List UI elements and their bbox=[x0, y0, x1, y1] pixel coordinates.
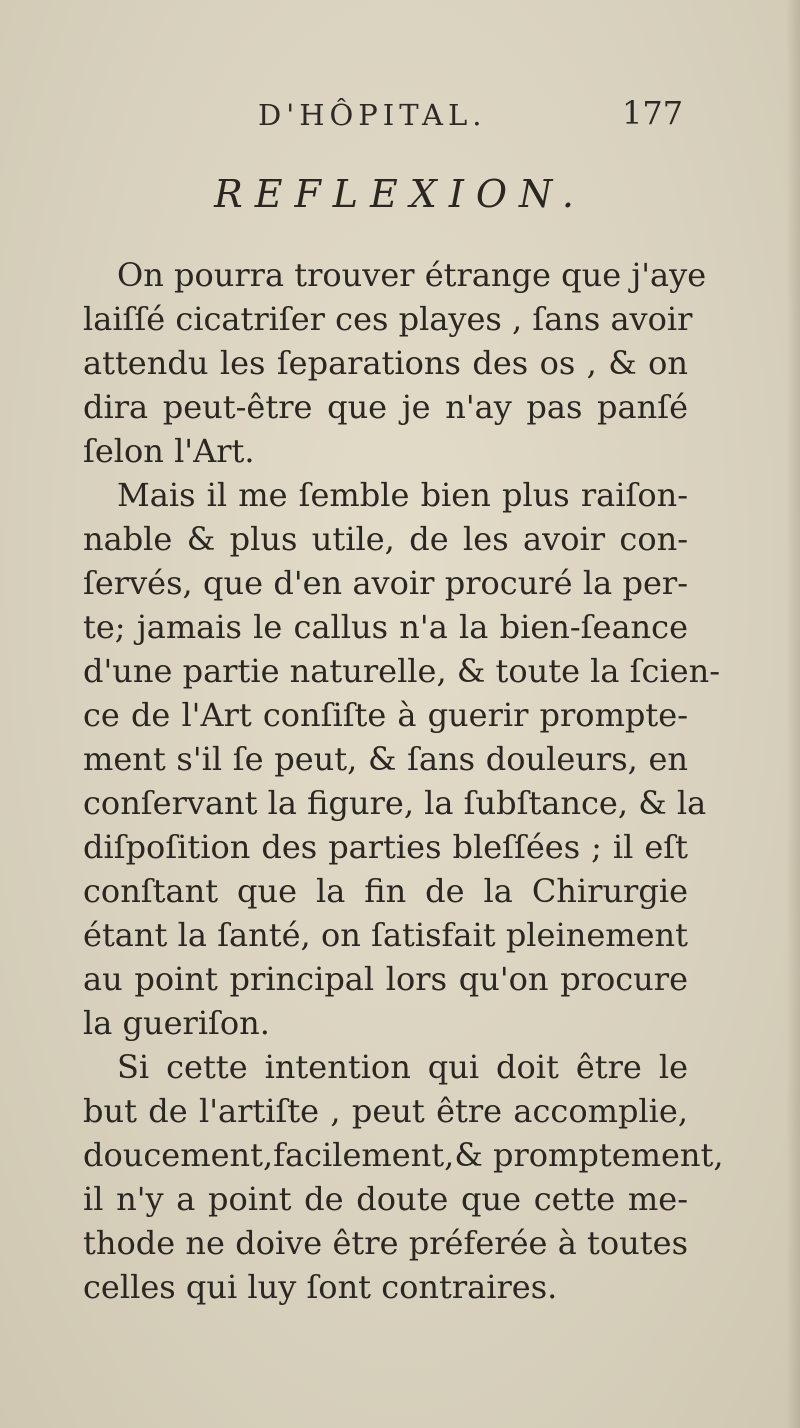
text-line: il n'y a point de doute que cette me- bbox=[83, 1180, 688, 1218]
text-line: au point principal lors qu'on procure bbox=[83, 960, 688, 998]
text-line: Si cette intention qui doit être le bbox=[117, 1048, 688, 1086]
text-line: étant la ſanté, on ſatisfait pleinement bbox=[83, 916, 688, 954]
text-line: ment s'il ſe peut, & ſans douleurs, en bbox=[83, 740, 688, 778]
text-line: attendu les ſeparations des os , & on bbox=[83, 344, 688, 382]
text-line: ſervés, que d'en avoir procuré la per- bbox=[83, 564, 688, 602]
text-line: On pourra trouver étrange que j'aye bbox=[117, 256, 707, 294]
text-line: conſervant la figure, la ſubſtance, & la bbox=[83, 784, 707, 822]
text-line: ſelon l'Art. bbox=[83, 432, 255, 470]
text-line: la gueriſon. bbox=[83, 1004, 270, 1042]
text-line: nable & plus utile, de les avoir con- bbox=[83, 520, 688, 558]
text-line: thode ne doive être préferée à toutes bbox=[83, 1224, 688, 1262]
section-title: REFLEXION. bbox=[214, 172, 586, 216]
text-line: d'une partie naturelle, & toute la ſcien- bbox=[83, 652, 721, 690]
text-line: doucement,facilement,& promptement, bbox=[83, 1136, 724, 1174]
text-line: dira peut-être que je n'ay pas panſé bbox=[83, 388, 688, 426]
text-line: conſtant que la fin de la Chirurgie bbox=[83, 872, 688, 910]
text-line: Mais il me ſemble bien plus raiſon- bbox=[117, 476, 688, 514]
text-line: ce de l'Art conſiſte à guerir prompte- bbox=[83, 696, 688, 734]
text-line: celles qui luy ſont contraires. bbox=[83, 1268, 558, 1306]
running-head: D'HÔPITAL. bbox=[258, 98, 487, 132]
text-line: but de l'artiſte , peut être accomplie, bbox=[83, 1092, 688, 1130]
text-line: laiſſé cicatriſer ces playes , ſans avoir bbox=[83, 300, 693, 338]
body-text bbox=[83, 253, 724, 1309]
text-line: te; jamais le callus n'a la bien-ſeance bbox=[83, 608, 688, 646]
page-number: 177 bbox=[622, 94, 684, 132]
text-line: diſpoſition des parties bleſſées ; il eſt bbox=[83, 828, 688, 866]
